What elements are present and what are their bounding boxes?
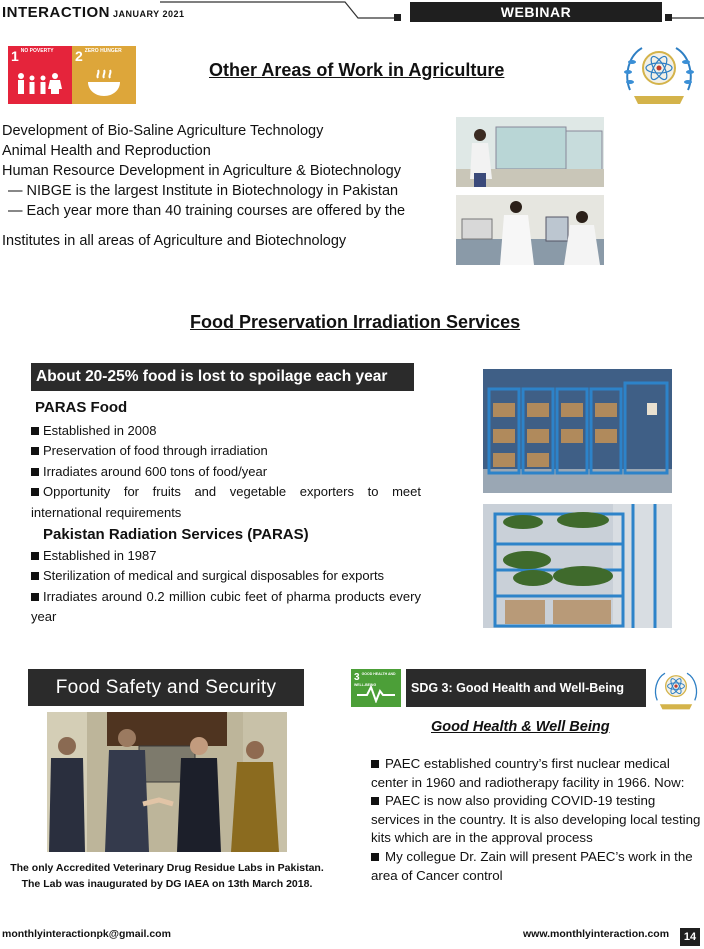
bullet-text: Established in 2008 xyxy=(43,422,157,438)
inauguration-photo xyxy=(47,712,287,852)
paec-logo-small-icon xyxy=(652,668,700,712)
sdg2-number: 2 xyxy=(75,48,83,64)
paec-logo-icon xyxy=(622,40,696,108)
bullet-icon xyxy=(31,552,39,560)
bullet-icon xyxy=(31,572,39,580)
sdg3-label: GOOD HEALTH AND WELL-BEING xyxy=(354,672,396,687)
bullet-icon xyxy=(31,447,39,455)
sdg2-badge xyxy=(72,46,136,104)
bullet-text: Irradiates around 0.2 million cubic feet of pharma products every year xyxy=(31,588,421,624)
header-square-right xyxy=(665,14,672,21)
page-number: 14 xyxy=(680,928,700,946)
heartbeat-icon xyxy=(357,685,395,703)
caption-line: The Lab was inaugurated by DG IAEA on 13th March 2018. xyxy=(21,878,313,890)
agriculture-line: — NIBGE is the largest Institute in Biotechnology in Pakistan xyxy=(8,183,399,199)
irradiation-title: Food Preservation Irradiation Services xyxy=(190,312,521,332)
paras-services-title: Pakistan Radiation Services (PARAS) xyxy=(43,526,309,543)
list-item xyxy=(371,755,704,792)
caption-line: The only Accredited Veterinary Drug Residue Labs in Pakistan. xyxy=(10,862,324,874)
list-item xyxy=(31,421,421,442)
bullet-text: Preservation of food through irradiation xyxy=(43,443,268,458)
agriculture-title: Other Areas of Work in Agriculture xyxy=(209,60,505,80)
bullet-icon xyxy=(371,760,379,768)
bullet-icon xyxy=(31,593,39,601)
food-bowl-icon xyxy=(86,68,122,98)
header-square-left xyxy=(394,14,401,21)
bullet-text: PAEC is now also providing COVID-19 testing services in the country. It is also developing local testing kits which are in the approval process xyxy=(371,793,701,846)
list-item xyxy=(371,848,704,885)
spoilage-banner: About 20-25% food is lost to spoilage each year xyxy=(31,363,414,391)
agriculture-line: Development of Bio-Saline Agriculture Technology xyxy=(2,123,324,139)
food-safety-caption xyxy=(0,860,334,892)
sdg3-number: 3 xyxy=(354,672,360,683)
list-item xyxy=(31,546,421,567)
lab-photo-scientists xyxy=(456,195,604,265)
bullet-icon xyxy=(371,797,379,805)
lab-photo-tanks xyxy=(456,117,604,187)
agriculture-list xyxy=(2,121,405,251)
family-icon xyxy=(16,72,64,96)
bullet-icon xyxy=(371,853,379,861)
health-subtitle: Good Health & Well Being xyxy=(431,719,610,735)
bullet-text: My collegue Dr. Zain will present PAEC’s work in the area of Cancer control xyxy=(371,848,693,883)
list-item xyxy=(31,566,421,587)
agriculture-line: — Each year more than 40 training courses are offered by the xyxy=(8,203,406,219)
agriculture-line: Institutes in all areas of Agriculture and Biotechnology xyxy=(2,233,347,249)
list-item xyxy=(31,462,421,483)
bullet-icon xyxy=(31,427,39,435)
footer-email: monthlyinteractionpk@gmail.com xyxy=(2,928,171,940)
agriculture-line: Animal Health and Reproduction xyxy=(2,143,211,159)
sdg1-label: NO POVERTY xyxy=(20,48,54,54)
brand-name: INTERACTION xyxy=(2,4,110,21)
bullet-icon xyxy=(31,468,39,476)
footer-website: www.monthlyinteraction.com xyxy=(523,928,670,940)
bullet-text: Opportunity for fruits and vegetable exporters to meet international requirements xyxy=(31,484,421,520)
bullet-text: Sterilization of medical and surgical disposables for exports xyxy=(43,568,385,583)
paras-food-title: PARAS Food xyxy=(35,399,128,416)
section-label: WEBINAR xyxy=(410,2,662,22)
health-list xyxy=(371,755,704,885)
sdg1-number: 1 xyxy=(11,48,19,64)
sdg3-badge xyxy=(351,669,401,707)
list-item xyxy=(371,792,704,848)
bullet-text: PAEC established country’s first nuclear medical center in 1960 and radiotherapy facility in 1966. Now: xyxy=(371,756,685,790)
bullet-icon xyxy=(31,488,39,496)
food-safety-banner: Food Safety and Security xyxy=(28,669,304,706)
paras-section xyxy=(31,398,421,628)
sdg1-badge xyxy=(8,46,72,104)
bullet-text: Irradiates around 600 tons of food/year xyxy=(43,463,268,479)
sdg3-banner: SDG 3: Good Health and Well-Being xyxy=(406,669,646,707)
sdg2-label: ZERO HUNGER xyxy=(84,48,122,54)
bullet-text: Established in 1987 xyxy=(43,547,157,563)
list-item xyxy=(31,587,421,628)
food-racks-photo xyxy=(483,504,672,628)
agriculture-line: Human Resource Development in Agriculture & Biotechnology xyxy=(2,163,401,179)
issue-date: JANUARY 2021 xyxy=(113,9,185,19)
irradiation-facility-photo xyxy=(483,369,672,493)
list-item xyxy=(31,482,421,523)
list-item xyxy=(31,441,421,462)
